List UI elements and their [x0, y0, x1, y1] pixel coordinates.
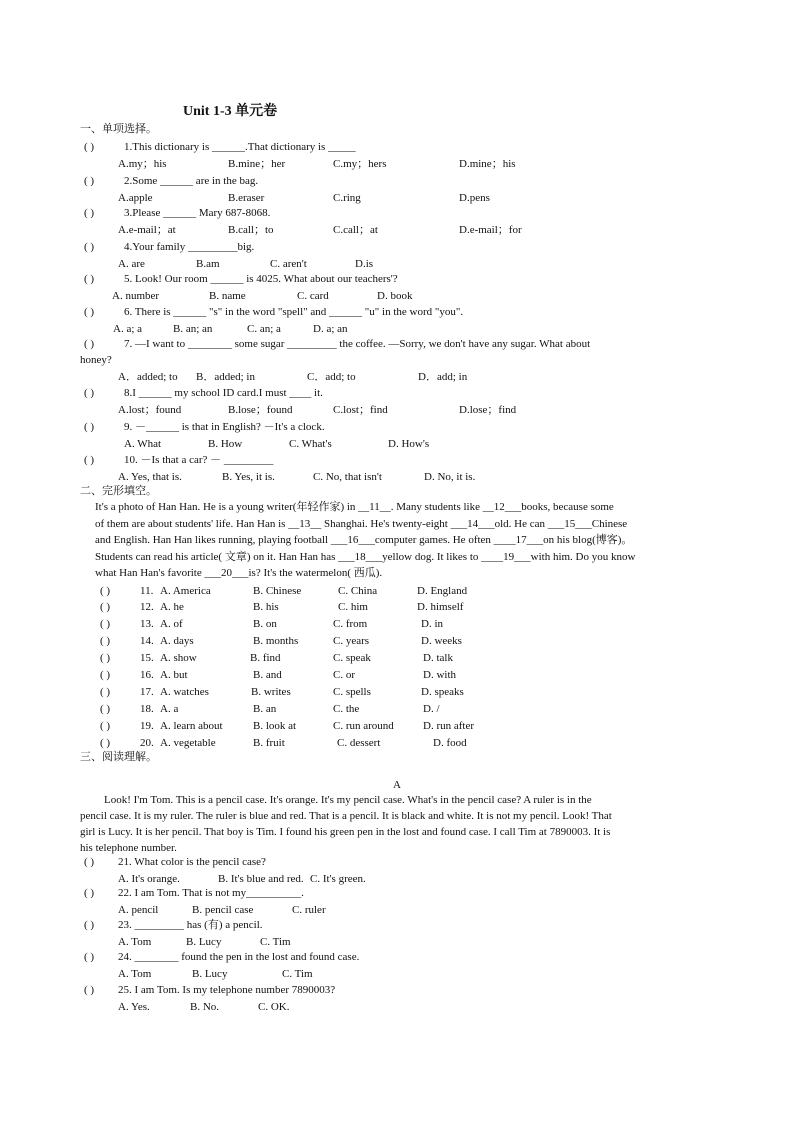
option-d: D. run after: [423, 720, 475, 732]
option-b: B. look at: [253, 720, 297, 732]
option-d: D. talk: [423, 652, 453, 664]
answer-paren: ( ): [100, 686, 111, 698]
option-c: C. No, that isn't: [313, 471, 382, 483]
option-d: D.is: [355, 258, 374, 270]
passage-line: Look! I'm Tom. This is a pencil case. It's orange. It's my pencil case. What's in the pencil case? A ruler is in the: [104, 794, 592, 806]
question-text: 1.This dictionary is ______.That dictionary is _____: [124, 141, 356, 153]
option-c: C. years: [333, 635, 370, 647]
option-d: D．add; in: [418, 371, 468, 383]
question-text: 23. _________ has (有) a pencil.: [118, 919, 263, 931]
option-c: C. an; a: [247, 323, 281, 335]
passage-line: pencil case. It is my ruler. The ruler is blue and red. That is a pencil. It is black and white. It is not my pencil. Look! That: [80, 810, 612, 822]
answer-paren: ( ): [84, 273, 95, 285]
question-number: 15.: [140, 652, 154, 664]
question-text: 24. ________ found the pen in the lost and found case.: [118, 951, 360, 963]
option-b: B. an: [253, 703, 277, 715]
option-a: A. It's orange.: [118, 873, 180, 885]
option-c: C.my；hers: [333, 158, 387, 170]
answer-paren: ( ): [84, 919, 95, 931]
option-d: D. food: [433, 737, 467, 749]
answer-paren: ( ): [84, 454, 95, 466]
option-c: C. What's: [289, 438, 332, 450]
question-text: 9. －______ is that in English? －It's a clock.: [124, 421, 325, 433]
option-c: C. speak: [333, 652, 371, 664]
question-text: 6. There is ______ "s" in the word "spell" and ______ "u" in the word "you".: [124, 306, 464, 318]
section-heading-1: 一、单项选择。: [80, 123, 157, 135]
answer-paren: ( ): [84, 207, 95, 219]
option-b: B. on: [253, 618, 277, 630]
option-d: D. a; an: [313, 323, 348, 335]
option-a: A.e-mail；at: [118, 224, 176, 236]
question-text: 21. What color is the pencil case?: [118, 856, 266, 868]
question-number: 11.: [140, 585, 154, 597]
option-c: C. run around: [333, 720, 394, 732]
option-b: B.lose；found: [228, 404, 293, 416]
option-d: D. book: [377, 290, 413, 302]
option-b: B. No.: [190, 1001, 220, 1013]
option-a: A. Yes, that is.: [118, 471, 182, 483]
option-d: D.pens: [459, 192, 490, 204]
passage-line: Students can read his article( 文章) on it. Han Han has ___18___yellow dog. It likes to ____19___with him. Do you know: [95, 550, 636, 563]
option-d: D. himself: [417, 601, 464, 613]
question-text: 10. －Is that a car? － _________: [124, 454, 274, 466]
option-c: C. dessert: [337, 737, 381, 749]
option-b: B. name: [209, 290, 246, 302]
passage-line: girl is Lucy. It is her pencil. That boy is Tim. I found his green pen in the lost and found case. I call Tim at 7890003. It is: [80, 826, 611, 838]
option-c: C. or: [333, 669, 355, 681]
option-c: C. aren't: [270, 258, 307, 270]
page-title: Unit 1-3 单元卷: [183, 104, 278, 119]
option-a: A. Tom: [118, 968, 152, 980]
passage-line: of them are about students' life. Han Han is __13__ Shanghai. He's twenty-eight ___14___old. He can ___15___Chinese: [95, 517, 628, 530]
option-a: A. he: [160, 601, 184, 613]
option-a: A.lost；found: [118, 404, 182, 416]
option-a: A. days: [160, 635, 194, 647]
option-d: D. in: [421, 618, 443, 630]
answer-paren: ( ): [84, 387, 95, 399]
option-a: A. pencil: [118, 904, 159, 916]
option-a: A.my；his: [118, 158, 167, 170]
option-a: A.apple: [118, 192, 153, 204]
answer-paren: ( ): [84, 421, 95, 433]
question-text: 25. I am Tom. Is my telephone number 7890003?: [118, 984, 336, 996]
question-text: 2.Some ______ are in the bag.: [124, 175, 259, 187]
option-b: B. months: [253, 635, 299, 647]
question-number: 18.: [140, 703, 154, 715]
answer-paren: ( ): [100, 635, 111, 647]
question-number: 17.: [140, 686, 154, 698]
question-text-cont: honey?: [80, 354, 112, 366]
answer-paren: ( ): [100, 585, 111, 597]
option-a: A. Yes.: [118, 1001, 150, 1013]
option-c: C. the: [333, 703, 360, 715]
option-d: D.e-mail；for: [459, 224, 522, 236]
answer-paren: ( ): [84, 984, 95, 996]
answer-paren: ( ): [100, 703, 111, 715]
answer-paren: ( ): [84, 241, 95, 253]
option-c: C. Tim: [260, 936, 291, 948]
option-c: C. China: [338, 585, 378, 597]
option-a: A. number: [112, 290, 160, 302]
option-b: B.am: [196, 258, 220, 270]
option-b: B. fruit: [253, 737, 285, 749]
option-b: B. Yes, it is.: [222, 471, 275, 483]
option-b: B. Lucy: [186, 936, 222, 948]
option-a: A. a: [160, 703, 179, 715]
option-b: B. How: [208, 438, 243, 450]
answer-paren: ( ): [100, 720, 111, 732]
option-d: D. with: [423, 669, 456, 681]
answer-paren: ( ): [100, 618, 111, 630]
question-number: 16.: [140, 669, 154, 681]
option-c: C.lost；find: [333, 404, 388, 416]
answer-paren: ( ): [84, 951, 95, 963]
answer-paren: ( ): [84, 856, 95, 868]
option-a: A. show: [160, 652, 197, 664]
option-a: A. of: [160, 618, 183, 630]
option-c: C. card: [297, 290, 329, 302]
reading-passage-label: A: [393, 779, 401, 791]
option-b: B.mine；her: [228, 158, 286, 170]
option-b: B. pencil case: [192, 904, 254, 916]
question-text: 5. Look! Our room ______ is 4025. What about our teachers'?: [124, 273, 398, 285]
option-c: C. It's green.: [310, 873, 366, 885]
option-a: A．added; to: [118, 371, 178, 383]
option-c: C. him: [338, 601, 368, 613]
answer-paren: ( ): [100, 652, 111, 664]
option-b: B. writes: [251, 686, 291, 698]
option-b: B. Lucy: [192, 968, 228, 980]
option-a: A. watches: [160, 686, 209, 698]
option-b: B.call；to: [228, 224, 274, 236]
option-d: D. speaks: [421, 686, 464, 698]
section-heading-2: 二、完形填空。: [80, 485, 157, 497]
question-number: 12.: [140, 601, 154, 613]
question-text: 3.Please ______ Mary 687-8068.: [124, 207, 271, 219]
question-text: 22. I am Tom. That is not my__________.: [118, 887, 304, 899]
option-a: A. are: [118, 258, 145, 270]
option-c: C. OK.: [258, 1001, 290, 1013]
option-a: A. America: [160, 585, 211, 597]
option-d: D. How's: [388, 438, 430, 450]
option-b: B. It's blue and red.: [218, 873, 304, 885]
answer-paren: ( ): [100, 669, 111, 681]
question-text: 8.I ______ my school ID card.I must ____ it.: [124, 387, 323, 399]
option-a: A. learn about: [160, 720, 223, 732]
answer-paren: ( ): [84, 887, 95, 899]
option-b: B. his: [253, 601, 279, 613]
question-text: 4.Your family _________big.: [124, 241, 255, 253]
option-c: C. spells: [333, 686, 371, 698]
option-d: D.mine；his: [459, 158, 516, 170]
answer-paren: ( ): [100, 601, 111, 613]
option-b: B. an; an: [173, 323, 213, 335]
passage-line: his telephone number.: [80, 842, 177, 854]
answer-paren: ( ): [100, 737, 111, 749]
option-a: A. Tom: [118, 936, 152, 948]
option-b: B.eraser: [228, 192, 265, 204]
option-a: A. but: [160, 669, 188, 681]
answer-paren: ( ): [84, 175, 95, 187]
question-text: 7. —I want to ________ some sugar _________ the coffee. —Sorry, we don't have any sugar. What about: [124, 338, 591, 350]
question-number: 20.: [140, 737, 154, 749]
answer-paren: ( ): [84, 141, 95, 153]
option-d: D. England: [417, 585, 468, 597]
question-number: 14.: [140, 635, 154, 647]
passage-line: what Han Han's favorite ___20___is? It's the watermelon( 西瓜).: [95, 567, 383, 579]
option-c: C. Tim: [282, 968, 313, 980]
option-b: B. find: [250, 652, 281, 664]
passage-line: and English. Han Han likes running, playing football ___16___computer games. He often ____17___on his blog(博客)。: [95, 534, 633, 546]
answer-paren: ( ): [84, 338, 95, 350]
option-c: C. ruler: [292, 904, 326, 916]
option-a: A. vegetable: [160, 737, 216, 749]
passage-line: It's a photo of Han Han. He is a young writer(年轻作家) in __11__. Many students like __12___books, because some: [95, 501, 614, 513]
option-d: D. weeks: [421, 635, 462, 647]
question-number: 13.: [140, 618, 154, 630]
section-heading-3: 三、阅读理解。: [80, 751, 157, 763]
option-c: C.call；at: [333, 224, 378, 236]
question-number: 19.: [140, 720, 154, 732]
option-c: C. from: [333, 618, 368, 630]
option-c: C.ring: [333, 192, 361, 204]
option-d: D. /: [423, 703, 440, 715]
option-b: B．added; in: [196, 371, 255, 383]
option-a: A. What: [124, 438, 162, 450]
option-a: A. a; a: [113, 323, 143, 335]
option-d: D. No, it is.: [424, 471, 476, 483]
option-b: B. and: [253, 669, 282, 681]
option-c: C．add; to: [307, 371, 356, 383]
option-d: D.lose；find: [459, 404, 517, 416]
answer-paren: ( ): [84, 306, 95, 318]
option-b: B. Chinese: [253, 585, 302, 597]
